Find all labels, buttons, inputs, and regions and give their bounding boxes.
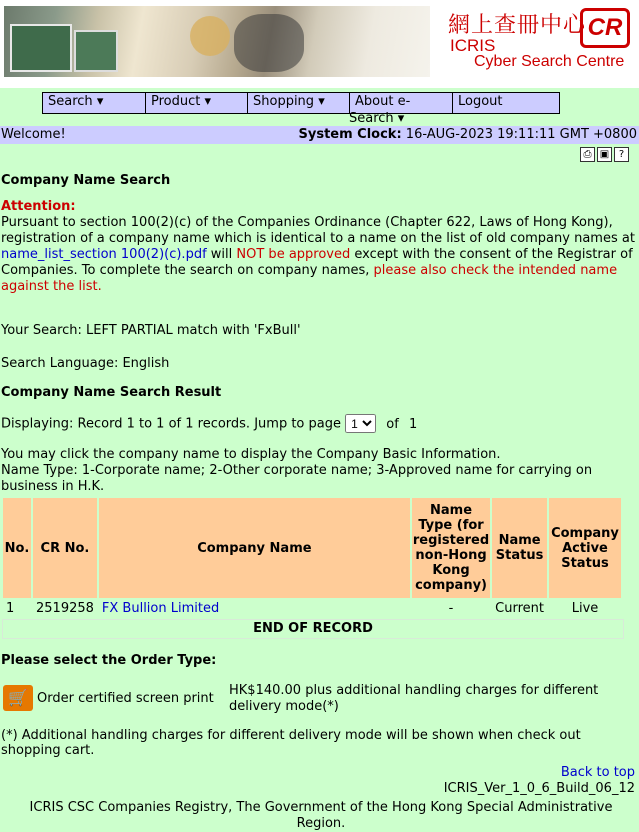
- chevron-down-icon: ▾: [318, 94, 325, 109]
- table-header-row: [3, 498, 621, 598]
- cell-active-status: Live: [571, 601, 599, 616]
- end-of-record: END OF RECORD: [2, 619, 624, 639]
- not-approved-text: NOT be approved: [236, 247, 351, 262]
- save-icon[interactable]: ▣: [597, 147, 612, 162]
- brand-logo: [430, 6, 636, 80]
- chevron-down-icon: ▾: [96, 94, 104, 109]
- order-heading: Please select the Order Type:: [1, 653, 217, 668]
- print-icon[interactable]: ⎙: [580, 147, 595, 162]
- col-name-type: Name Type (for registered non-Hong Kong company): [412, 498, 490, 598]
- order-option[interactable]: Order certified screen print: [37, 691, 214, 706]
- of-label: of: [386, 416, 399, 432]
- order-price: HK$140.00 plus additional handling charges for different delivery mode(*): [229, 683, 599, 714]
- info-line-2: Name Type: 1-Corporate name; 2-Other corporate name; 3-Approved name for carrying on business in H.K.: [1, 463, 593, 494]
- centre-label: Cyber Search Centre: [474, 53, 625, 70]
- bridge-image: [234, 14, 304, 72]
- back-to-top-link[interactable]: [561, 765, 635, 780]
- help-icon[interactable]: ?: [614, 147, 629, 162]
- nav-shopping[interactable]: [248, 93, 350, 113]
- chevron-down-icon: ▾: [204, 94, 212, 109]
- page-tools: [578, 146, 629, 162]
- clock-value: 16-AUG-2023 19:11:11 GMT +0800: [405, 127, 637, 142]
- result-table: [1, 496, 623, 619]
- col-no: No.: [3, 498, 31, 598]
- main-nav: [42, 92, 560, 126]
- cell-no: 1: [6, 601, 15, 616]
- shopping-cart-icon[interactable]: 🛒: [3, 685, 33, 711]
- total-pages: 1: [408, 416, 418, 432]
- search-language: Search Language: English: [1, 356, 170, 371]
- tram-image: [10, 24, 72, 72]
- info-line-1: You may click the company name to display the Company Basic Information.: [1, 447, 501, 462]
- statue-image: [190, 16, 230, 56]
- attention-text-1: Pursuant to section 100(2)(c) of the Companies Ordinance (Chapter 622, Laws of Hong Kong), registration of a company name which is identical to a name on the list of old company names at: [1, 215, 635, 246]
- cell-name-type: -: [448, 601, 454, 616]
- attention-text-2: will: [210, 247, 233, 262]
- your-search: Your Search: LEFT PARTIAL match with 'FxBull': [1, 323, 301, 338]
- nav-product-label: Product: [151, 94, 201, 109]
- version-text: ICRIS_Ver_1_0_6_Build_06_12: [443, 781, 635, 796]
- name-list-pdf-link[interactable]: name_list_section 100(2)(c).pdf: [1, 247, 207, 262]
- col-active-status: Company Active Status: [549, 498, 621, 598]
- footer-org: ICRIS CSC Companies Registry, The Government of the Hong Kong Special Administrative Region.: [29, 800, 613, 831]
- cell-company-name: [99, 600, 410, 617]
- table-row: [3, 600, 621, 617]
- cell-name-status: Current: [495, 601, 544, 616]
- banner: [0, 0, 639, 88]
- order-note: (*) Additional handling charges for different delivery mode will be shown when check out shopping cart.: [1, 728, 581, 758]
- displaying-text: Displaying: Record 1 to 1 of 1 records. Jump to page: [1, 416, 341, 432]
- pagination: [1, 414, 417, 433]
- nav-about-line2[interactable]: Search ▾: [349, 111, 405, 126]
- nav-logout[interactable]: [453, 93, 559, 113]
- cr-logo: CR: [580, 8, 630, 48]
- company-name-link[interactable]: FX Bullion Limited: [101, 601, 220, 616]
- clock-label: System Clock:: [298, 127, 402, 142]
- result-info: [1, 447, 637, 495]
- page-select[interactable]: [345, 414, 376, 433]
- nav-product[interactable]: [146, 93, 248, 113]
- nav-search[interactable]: [43, 93, 146, 113]
- col-company-name: Company Name: [99, 498, 410, 598]
- icris-label: ICRIS: [450, 36, 496, 55]
- chinese-title: 網上查冊中心: [448, 13, 587, 38]
- nav-shopping-label: Shopping: [253, 94, 315, 109]
- banner-photo: [4, 6, 430, 77]
- system-clock: [299, 127, 638, 142]
- attention-block: [1, 199, 637, 295]
- result-heading: Company Name Search Result: [1, 385, 222, 400]
- cell-cr-no: 2519258: [36, 601, 94, 616]
- attention-heading: Attention:: [1, 199, 76, 214]
- welcome-text: Welcome!: [1, 127, 66, 142]
- building-image: [74, 30, 118, 72]
- col-name-status: Name Status: [492, 498, 547, 598]
- back-to-top-text[interactable]: Back to top: [560, 765, 635, 780]
- status-bar: [0, 126, 639, 144]
- nav-about[interactable]: [350, 93, 453, 113]
- attention-text-3: except with the consent of the Registrar of Companies. To complete the search on company names,: [1, 247, 633, 278]
- attention-red-tail: please also check the intended name against the list.: [1, 263, 618, 294]
- nav-logout-label: Logout: [458, 94, 503, 109]
- nav-about-label: About e-: [355, 94, 411, 109]
- page-title: Company Name Search: [1, 173, 171, 188]
- col-cr-no: CR No.: [33, 498, 97, 598]
- nav-search-label: Search: [48, 94, 93, 109]
